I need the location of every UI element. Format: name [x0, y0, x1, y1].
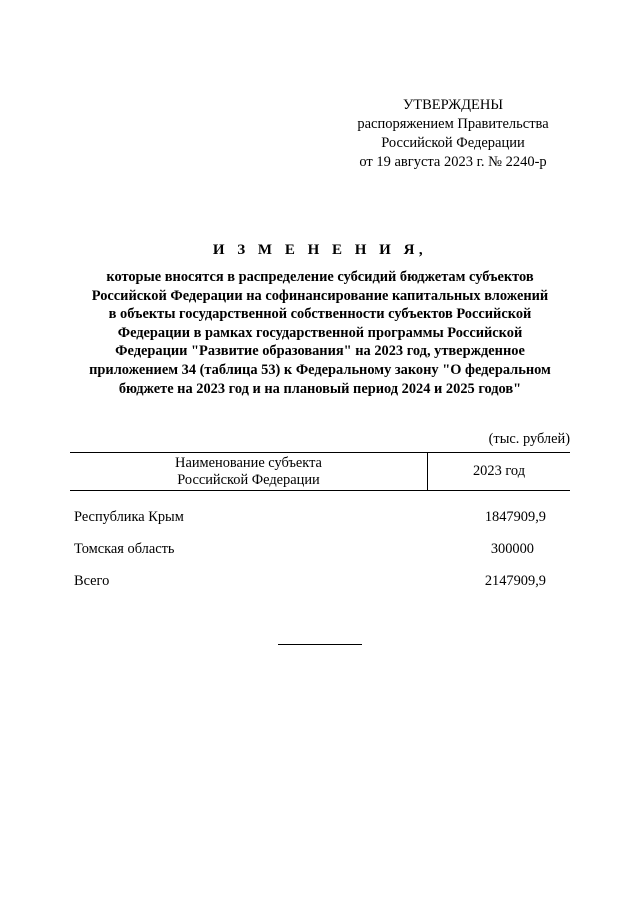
- approval-title: УТВЕРЖДЕНЫ: [402, 97, 504, 113]
- subtitle-line: Федерации "Развитие образования" на 2023 год, утвержденное: [115, 343, 525, 360]
- subtitle-line: приложением 34 (таблица 53) к Федеральному закону "О федеральном: [89, 361, 551, 378]
- table-row: [70, 507, 570, 539]
- units-label: (тыс. рублей): [488, 431, 570, 447]
- document-subtitle: [70, 268, 570, 398]
- approval-line-3: от 19 августа 2023 г. № 2240-р: [359, 154, 547, 170]
- document-title: И З М Е Н Е Н И Я,: [212, 242, 428, 258]
- table-body: [70, 507, 570, 603]
- subsidy-table: [70, 452, 570, 603]
- closing-divider: [278, 644, 362, 645]
- header-subject-line-1: Наименование субъекта: [175, 455, 322, 471]
- total-amount: 2147909,9: [484, 573, 546, 589]
- approval-line-2: Российской Федерации: [381, 135, 525, 151]
- subject-amount: 1847909,9: [484, 509, 546, 525]
- subject-name: Республика Крым: [74, 509, 184, 525]
- total-label: Всего: [74, 573, 110, 589]
- subject-amount: 300000: [490, 541, 534, 557]
- subtitle-line: бюджете на 2023 год и на плановый период 2024 и 2025 годов": [118, 380, 522, 397]
- subtitle-line: Российской Федерации на софинансирование капитальных вложений: [91, 287, 549, 304]
- header-year: 2023 год: [472, 463, 526, 479]
- subtitle-line: в объекты государственной собственности субъектов Российской: [108, 306, 532, 323]
- table-row: [70, 539, 570, 571]
- header-subject-name: [70, 453, 428, 490]
- table-header: [70, 452, 570, 491]
- table-total-row: [70, 571, 570, 603]
- subtitle-line: которые вносятся в распределение субсидий бюджетам субъектов: [106, 269, 534, 285]
- subject-name: Томская область: [74, 541, 175, 557]
- subtitle-line: Федерации в рамках государственной программы Российской: [117, 324, 523, 341]
- approval-line-1: распоряжением Правительства: [357, 116, 549, 132]
- header-subject-line-2: Российской Федерации: [177, 472, 320, 488]
- approval-block: [340, 96, 566, 172]
